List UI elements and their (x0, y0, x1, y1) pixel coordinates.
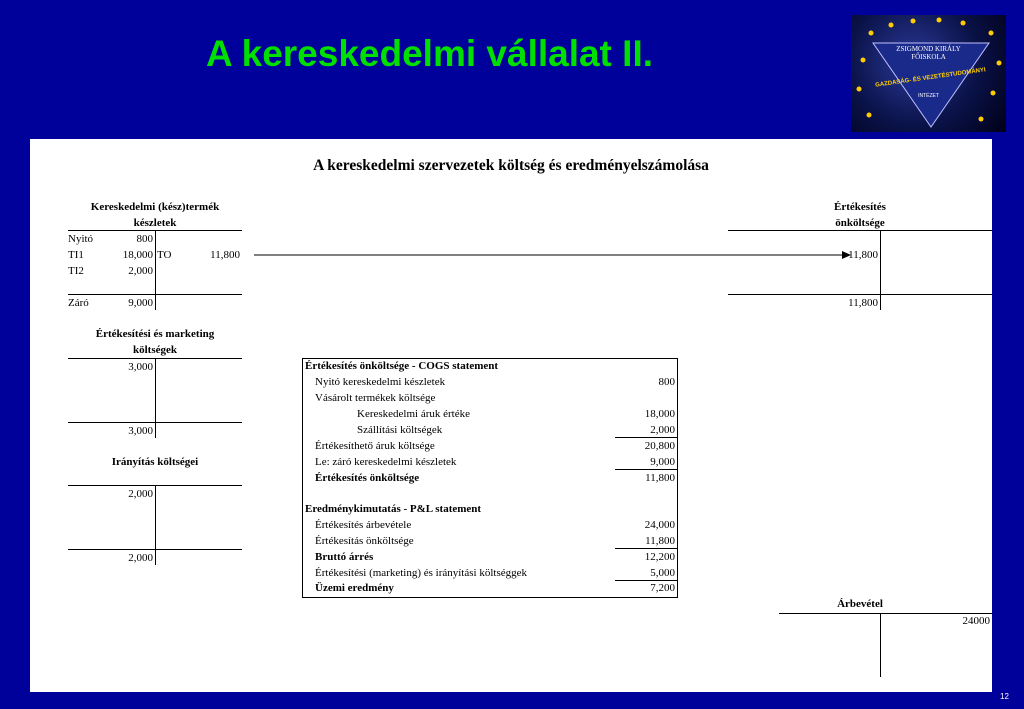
statement-line-label: Nyitó kereskedelmi készletek (315, 376, 446, 388)
admin-account-total: 2,000 (128, 552, 153, 564)
inventory-account-title-1: Kereskedelmi (kész)termék (90, 201, 220, 213)
subtotal-line (615, 580, 677, 581)
admin-account-total-line (68, 549, 242, 550)
section-subtitle: A kereskedelmi szervezetek költség és eredményelszámolása (313, 157, 709, 174)
marketing-account-total-line (68, 422, 242, 423)
statement-line-label: Vásárolt termékek költsége (315, 392, 436, 404)
marketing-account-title-2: költségek (133, 344, 177, 356)
cogs-account-total: 11,800 (848, 297, 878, 309)
statement-line-label: Szállítási költségek (357, 424, 443, 436)
statement-line-label: Értékesítés önköltsége (315, 472, 420, 484)
statement-line-value: 2,000 (650, 424, 675, 436)
statement-line-label: Értékesíthető áruk költsége (315, 440, 435, 452)
marketing-account-debit: 3,000 (128, 361, 153, 373)
inventory-credit-value: 11,800 (210, 249, 240, 261)
cogs-account-title-2: önköltsége (835, 217, 885, 229)
cogs-account-debit: 11,800 (848, 249, 878, 261)
statement-line-label: Le: záró kereskedelmi készletek (315, 456, 457, 468)
institution-logo (851, 15, 1006, 132)
logo-line-4: INTÉZET (918, 93, 939, 99)
inventory-row-label: TI1 (68, 249, 84, 261)
revenue-account-top-line (779, 613, 992, 614)
cogs-account-divider (880, 230, 881, 310)
statement-line-label: Értékesítési (marketing) és irányítási költséggek (315, 567, 527, 579)
inventory-credit-label: TO (157, 249, 172, 261)
statement-line-value: 7,200 (650, 582, 675, 594)
inventory-row-label: TI2 (68, 265, 84, 277)
cogs-account-title-1: Értékesítés (834, 201, 886, 213)
inventory-row-value: 2,000 (128, 265, 153, 277)
statement-line-label: Kereskedelmi áruk értéke (357, 408, 470, 420)
inventory-account-total-line (68, 294, 242, 295)
statement-line-label: Üzemi eredmény (315, 582, 394, 594)
cogs-pl-statement-box (302, 358, 678, 598)
logo-line-1: ZSIGMOND KIRÁLY (896, 45, 961, 53)
statement-line-value: 9,000 (650, 456, 675, 468)
statement-line-label: Értékesítés árbevétele (315, 519, 412, 531)
admin-account-title: Irányítás költségei (111, 456, 199, 468)
statement-line-value: 12,200 (644, 551, 675, 563)
statement-line-value: 800 (658, 376, 675, 388)
subtotal-line (615, 437, 677, 438)
inventory-closing-label: Záró (68, 297, 89, 309)
inventory-closing-value: 9,000 (128, 297, 153, 309)
statement-line-value: 18,000 (644, 408, 675, 420)
slide-title: A kereskedelmi vállalat II. (206, 33, 653, 74)
inventory-row-label: Nyitó (68, 233, 94, 245)
transfer-arrow-icon (254, 249, 854, 261)
statement-line-label: Értékesítás önköltsége (315, 535, 414, 547)
statement-line-value: 11,800 (645, 535, 675, 547)
statement-line-value: 20,800 (644, 440, 675, 452)
revenue-account-divider (880, 613, 881, 677)
pl-statement-header: Eredménykimutatás - P&L statement (305, 503, 482, 515)
inventory-account-divider (155, 230, 156, 310)
page-number: 12 (1000, 692, 1009, 701)
inventory-row-value: 800 (136, 233, 153, 245)
cogs-account-top-line (728, 230, 992, 231)
logo-line-2: FŐISKOLA (911, 53, 946, 61)
marketing-account-total: 3,000 (128, 425, 153, 437)
cogs-account-total-line (728, 294, 992, 295)
statement-line-value: 24,000 (644, 519, 675, 531)
inventory-account-title-2: készletek (133, 217, 177, 229)
marketing-account-divider (155, 358, 156, 438)
content-panel (30, 139, 992, 692)
logo-line-3: GAZDASÁG- ÉS VEZETÉSTUDOMÁNYI (874, 67, 987, 89)
marketing-account-title-1: Értékesítési és marketing (95, 328, 215, 340)
admin-account-divider (155, 485, 156, 565)
inventory-row-value: 18,000 (122, 249, 153, 261)
statement-line-value: 5,000 (650, 567, 675, 579)
subtotal-line (615, 548, 677, 549)
revenue-account-credit: 24000 (962, 615, 990, 627)
subtotal-line (615, 469, 677, 470)
statement-line-label: Bruttó árrés (315, 551, 374, 563)
statement-line-value: 11,800 (645, 472, 675, 484)
revenue-account-title: Árbevétel (837, 598, 883, 610)
admin-account-debit: 2,000 (128, 488, 153, 500)
cogs-statement-header: Értékesítés önköltsége - COGS statement (305, 360, 499, 372)
